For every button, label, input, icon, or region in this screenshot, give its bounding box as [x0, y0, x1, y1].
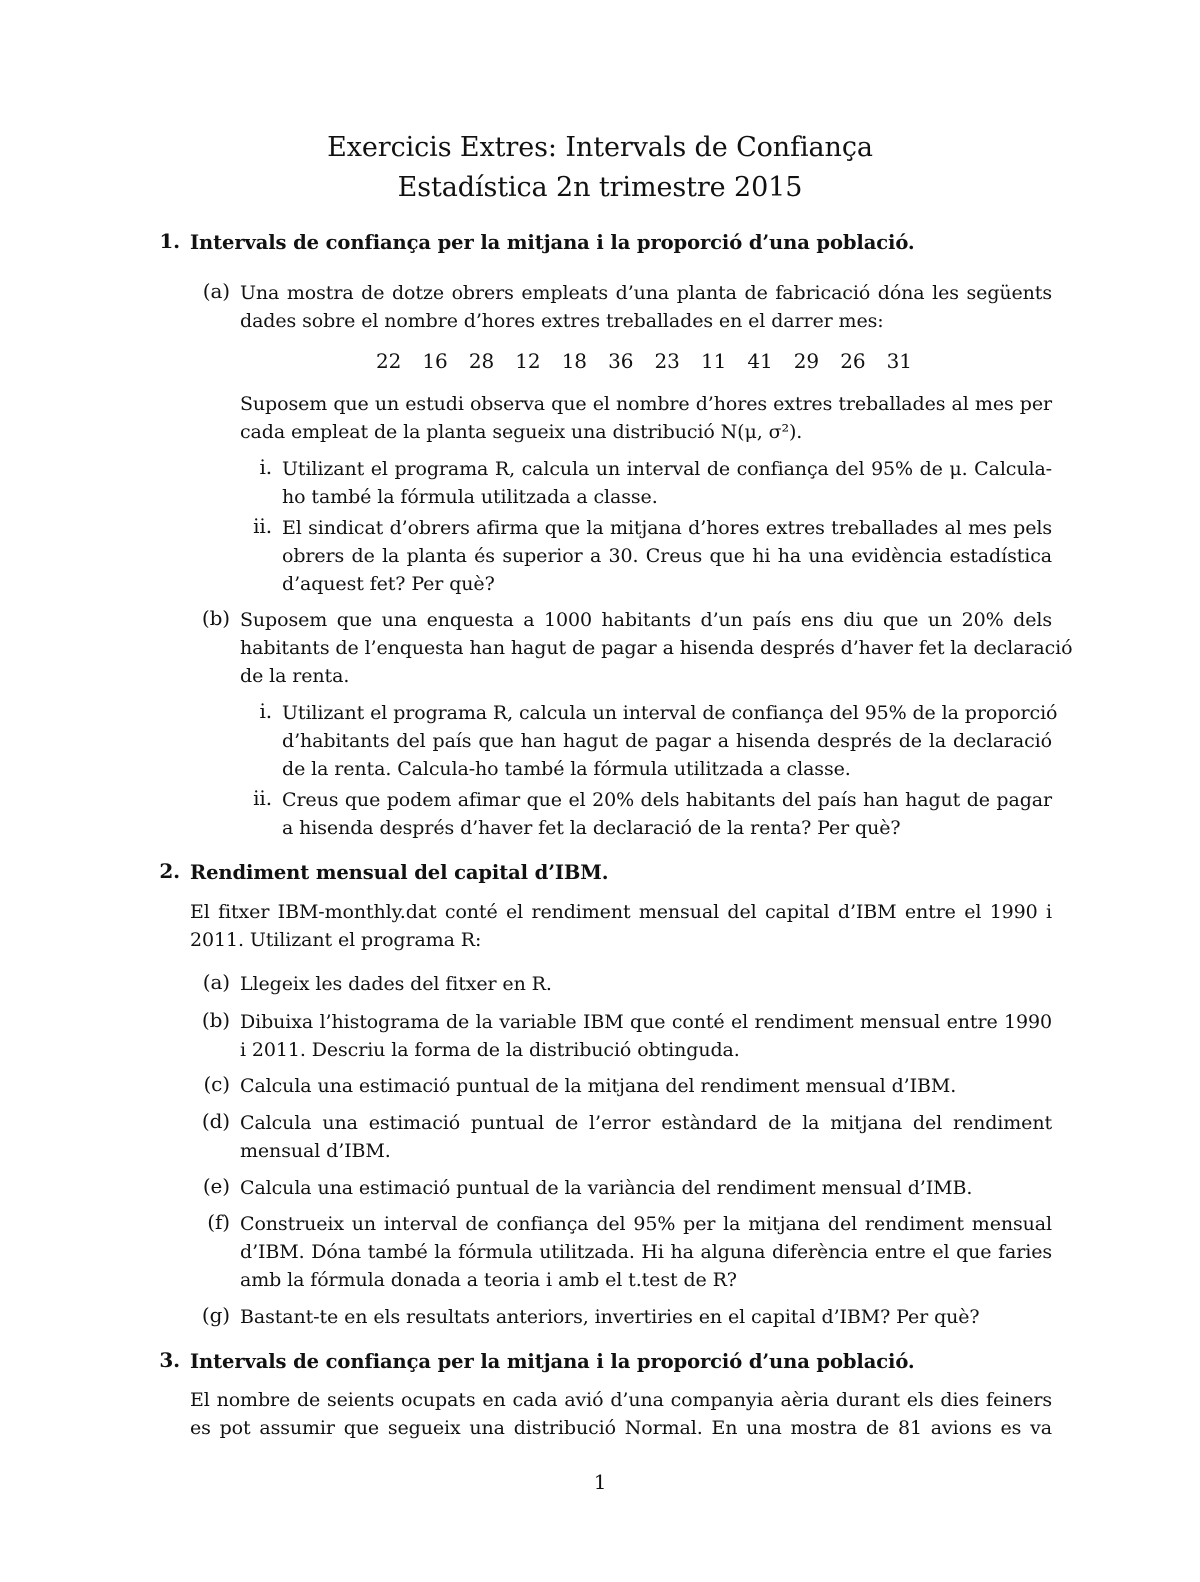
item-1b-i-line3: de la renta. Calcula-ho també la fórmula utilitzada a classe.	[282, 758, 851, 780]
page-number: 1	[593, 1470, 607, 1494]
data-value: 31	[886, 349, 912, 373]
item-1b-i-line1: Utilizant el programa R, calcula un interval de confiança del 95% de la proporció	[282, 702, 1058, 724]
data-values	[376, 347, 912, 375]
item-2g-text: Bastant-te en els resultats anteriors, invertiries en el capital d’IBM? Per què?	[240, 1306, 980, 1328]
item-1a-label: (a)	[202, 279, 230, 303]
item-2b-label: (b)	[201, 1008, 230, 1032]
item-1b-ii-label: ii.	[253, 786, 272, 810]
section-3-line2: es pot assumir que segueix una distribució Normal. En una mostra de 81 avions es va	[190, 1417, 1052, 1439]
section-2-intro-line1: El fitxer IBM-monthly.dat conté el rendiment mensual del capital d’IBM entre el 1990 i	[190, 901, 1052, 923]
item-1a-ii-line3: d’aquest fet? Per què?	[282, 573, 495, 595]
section-2-heading: Rendiment mensual del capital d’IBM.	[190, 861, 609, 884]
item-2a-label: (a)	[202, 970, 230, 994]
item-1b-line1: Suposem que una enquesta a 1000 habitants d’un país ens diu que un 20% dels	[240, 609, 1052, 631]
item-1a-i-line1: Utilizant el programa R, calcula un interval de confiança del 95% de μ. Calcula-	[282, 458, 1052, 480]
item-1b-ii-line2: a hisenda després d’haver fet la declaració de la renta? Per què?	[282, 817, 901, 839]
item-1a-ii-line2: obrers de la planta és superior a 30. Creus que hi ha una evidència estadística	[282, 545, 1052, 567]
item-1a-para1: Suposem que un estudi observa que el nombre d’hores extres treballades al mes per	[240, 393, 1052, 415]
section-1-heading: Intervals de confiança per la mitjana i la proporció d’una població.	[190, 231, 915, 254]
section-3-line1: El nombre de seients ocupats en cada avió d’una companyia aèria durant els dies feiners	[190, 1389, 1052, 1411]
item-2d-label: (d)	[201, 1109, 230, 1133]
item-1a-i-label: i.	[259, 455, 272, 479]
item-2f-label: (f)	[207, 1210, 230, 1234]
item-1b-ii-line1: Creus que podem afimar que el 20% dels habitants del país han hagut de pagar	[282, 789, 1052, 811]
data-value: 23	[654, 349, 680, 373]
data-value: 11	[700, 349, 727, 373]
item-2e-text: Calcula una estimació puntual de la variància del rendiment mensual d’IMB.	[240, 1177, 973, 1199]
data-value: 22	[376, 349, 402, 373]
item-2g-label: (g)	[201, 1303, 230, 1327]
item-1a-line1: Una mostra de dotze obrers empleats d’una planta de fabricació dóna les següents	[240, 282, 1052, 304]
item-1a-ii-label: ii.	[253, 514, 272, 538]
item-2f-line3: amb la fórmula donada a teoria i amb el t.test de R?	[240, 1269, 737, 1291]
item-1b-i-label: i.	[259, 699, 272, 723]
data-value: 16	[422, 349, 448, 373]
item-1a-i-line2: ho també la fórmula utilitzada a classe.	[282, 486, 658, 508]
item-2c-label: (c)	[203, 1072, 230, 1096]
item-2d-line2: mensual d’IBM.	[240, 1140, 391, 1162]
item-1a-para2: cada empleat de la planta segueix una distribució N(μ, σ²).	[240, 421, 803, 443]
item-1a-ii-line1: El sindicat d’obrers afirma que la mitjana d’hores extres treballades al mes pels	[282, 517, 1052, 539]
document-subtitle: Estadística 2n trimestre 2015	[397, 172, 803, 203]
section-1-number: 1.	[159, 229, 180, 253]
data-value: 41	[747, 349, 773, 373]
item-2c-text: Calcula una estimació puntual de la mitjana del rendiment mensual d’IBM.	[240, 1075, 957, 1097]
section-3-number: 3.	[159, 1348, 180, 1372]
item-2b-line2: i 2011. Descriu la forma de la distribució obtinguda.	[240, 1039, 740, 1061]
item-1b-line2: habitants de l’enquesta han hagut de pagar a hisenda després d’haver fet la declaració	[240, 637, 1073, 659]
item-1b-line3: de la renta.	[240, 665, 350, 687]
data-value: 18	[561, 349, 587, 373]
data-value: 28	[468, 349, 495, 373]
data-value: 29	[793, 349, 820, 373]
item-1b-i-line2: d’habitants del país que han hagut de pagar a hisenda després de la declaració	[282, 730, 1052, 752]
item-2a-text: Llegeix les dades del fitxer en R.	[240, 973, 552, 995]
item-2b-line1: Dibuixa l’histograma de la variable IBM que conté el rendiment mensual entre 1990	[240, 1011, 1052, 1033]
section-3-heading: Intervals de confiança per la mitjana i la proporció d’una població.	[190, 1350, 915, 1373]
document-title: Exercicis Extres: Intervals de Confiança	[327, 132, 873, 163]
item-2d-line1: Calcula una estimació puntual de l’error estàndard de la mitjana del rendiment	[240, 1112, 1052, 1134]
section-2-intro-line2: 2011. Utilizant el programa R:	[190, 929, 482, 951]
item-2f-line2: d’IBM. Dóna també la fórmula utilitzada. Hi ha alguna diferència entre el que faries	[240, 1241, 1052, 1263]
data-value: 12	[515, 349, 541, 373]
item-1b-label: (b)	[201, 606, 230, 630]
section-2-number: 2.	[159, 859, 180, 883]
item-2e-label: (e)	[202, 1174, 230, 1198]
data-value: 26	[840, 349, 866, 373]
item-1a-line2: dades sobre el nombre d’hores extres treballades en el darrer mes:	[240, 310, 884, 332]
item-2f-line1: Construeix un interval de confiança del 95% per la mitjana del rendiment mensual	[240, 1213, 1052, 1235]
data-value: 36	[608, 349, 634, 373]
